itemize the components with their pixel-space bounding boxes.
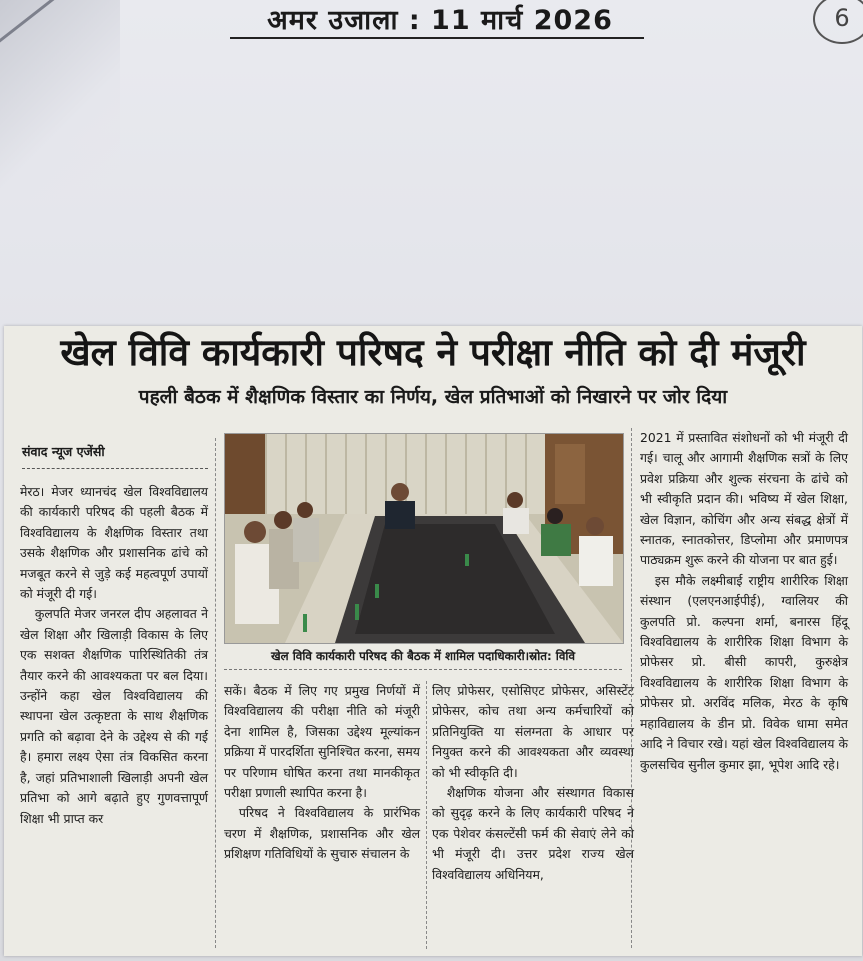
article-subheadline: पहली बैठक में शैक्षणिक विस्तार का निर्णय, खेल प्रतिभाओं को निखारने पर जोर दिया xyxy=(138,386,728,408)
column-divider xyxy=(426,681,427,949)
column-1-paragraph-1: मेरठ। मेजर ध्यानचंद खेल विश्वविद्यालय की कार्यकारी परिषद की पहली बैठक में विश्वविद्यालय के शैक्षणिक विस्तार तथा उसके शैक्षणिक और प्रशासनिक ढांचे को मजबूत करने से जुड़े कई महत्वपूर्ण उपायों को मंजूरी दी गई। xyxy=(20,484,208,602)
paper-fold-shadow xyxy=(0,0,120,200)
newspaper-masthead-date: अमर उजाला : 11 मार्च 2026 xyxy=(267,5,613,36)
article-byline: संवाद न्यूज एजेंसी xyxy=(22,443,208,469)
article-column-4 xyxy=(640,428,848,775)
column-2-paragraph-1: सकें। बैठक में लिए गए प्रमुख निर्णयों में विश्वविद्यालय की परीक्षा नीति को मंजूरी देना शामिल है, जिसका उद्देश्य मूल्यांकन प्रक्रिया में पारदर्शिता सुनिश्चित करना, समय पर परिणाम घोषित करना तथा मानकीकृत परीक्षा प्रणाली स्थापित करना है। xyxy=(224,683,420,801)
column-3-paragraph-2: शैक्षणिक योजना और संस्थागत विकास को सुदृढ़ करने के लिए कार्यकारी परिषद ने एक पेशेवर कंसल्टेंसी फर्म की सेवाएं लेने को भी मंजूरी दी। उत्तर प्रदेश राज्य खेल विश्वविद्यालय अधिनियम, xyxy=(432,785,634,882)
handwritten-page-number: 6 xyxy=(813,0,863,44)
column-divider xyxy=(631,428,632,948)
column-4-paragraph-1: 2021 में प्रस्तावित संशोधनों को भी मंजूरी दी गई। चालू और आगामी शैक्षणिक सत्रों के लिए प्रवेश प्रक्रिया और शुल्क संरचना के ढांचे को भी स्वीकृति प्रदान की। भविष्य में खेल शिक्षा, खेल विज्ञान, कोचिंग और अन्य संबद्ध क्षेत्रों में स्नातक, स्नातकोत्तर, डिप्लोमा और प्रमाणपत्र पाठ्यक्रम शुरू करने की योजना पर बात हुई। xyxy=(640,430,848,568)
column-1-paragraph-2: कुलपति मेजर जनरल दीप अहलावत ने खेल शिक्षा और खिलाड़ी विकास के लिए एक सशक्त शैक्षणिक पारिस्थितिकी तंत्र तैयार करने की आवश्यकता पर बल दिया। उन्होंने कहा खेल विश्वविद्यालय की स्थापना खेल उत्कृष्टता के साथ शैक्षणिक प्रगति को बढ़ावा देने के उद्देश्य से की गई है। हमारा लक्ष्य ऐसा तंत्र विकसित करना है, जहां प्रतिभाशाली खिलाड़ी अपनी खेल प्रतिभा को आगे बढ़ाते हुए गुणवत्तापूर्ण शिक्षा भी प्राप्त कर xyxy=(20,606,208,826)
article-headline: खेल विवि कार्यकारी परिषद ने परीक्षा नीति को दी मंजूरी xyxy=(60,331,806,374)
photo-caption: खेल विवि कार्यकारी परिषद की बैठक में शामिल पदाधिकारी।स्रोत: विवि xyxy=(224,648,622,670)
masthead-underline xyxy=(230,37,644,39)
article-column-2 xyxy=(224,681,420,865)
column-divider xyxy=(215,438,216,948)
meeting-photo xyxy=(224,433,624,644)
article-column-3 xyxy=(432,681,634,885)
column-4-paragraph-2: इस मौके लक्ष्मीबाई राष्ट्रीय शारीरिक शिक्षा संस्थान (एलएनआईपीई), ग्वालियर की कुलपति प्रो. कल्पना शर्मा, बनारस हिंदू विश्वविद्यालय के शारीरिक शिक्षा विभाग के प्रोफेसर प्रो. बीसी कापरी, कुरुक्षेत्र विश्वविद्यालय के शारीरिक शिक्षा विभाग के प्रोफेसर प्रो. अरविंद मलिक, मेरठ के कृषि महाविद्यालय के डीन प्रो. विवेक धामा समेत आदि ने विचार रखे। यहां खेल विश्वविद्यालय के कुलसचिव सुनील कुमार झा, भूपेश आदि रहे। xyxy=(640,572,848,772)
meeting-photo-illustration xyxy=(225,434,623,643)
newspaper-clipping xyxy=(4,326,862,956)
article-column-1 xyxy=(20,482,208,829)
column-3-paragraph-1: लिए प्रोफेसर, एसोसिएट प्रोफेसर, असिस्टेंट प्रोफेसर, कोच तथा अन्य कर्मचारियों को प्रतिनियुक्ति या संलग्नता के आधार पर नियुक्त करने की आवश्यकता और व्यवस्था को भी स्वीकृति दी। xyxy=(432,683,634,780)
column-2-paragraph-2: परिषद ने विश्वविद्यालय के प्रारंभिक चरण में शैक्षणिक, प्रशासनिक और खेल प्रशिक्षण गतिविधियों के सुचारु संचालन के xyxy=(224,805,420,862)
